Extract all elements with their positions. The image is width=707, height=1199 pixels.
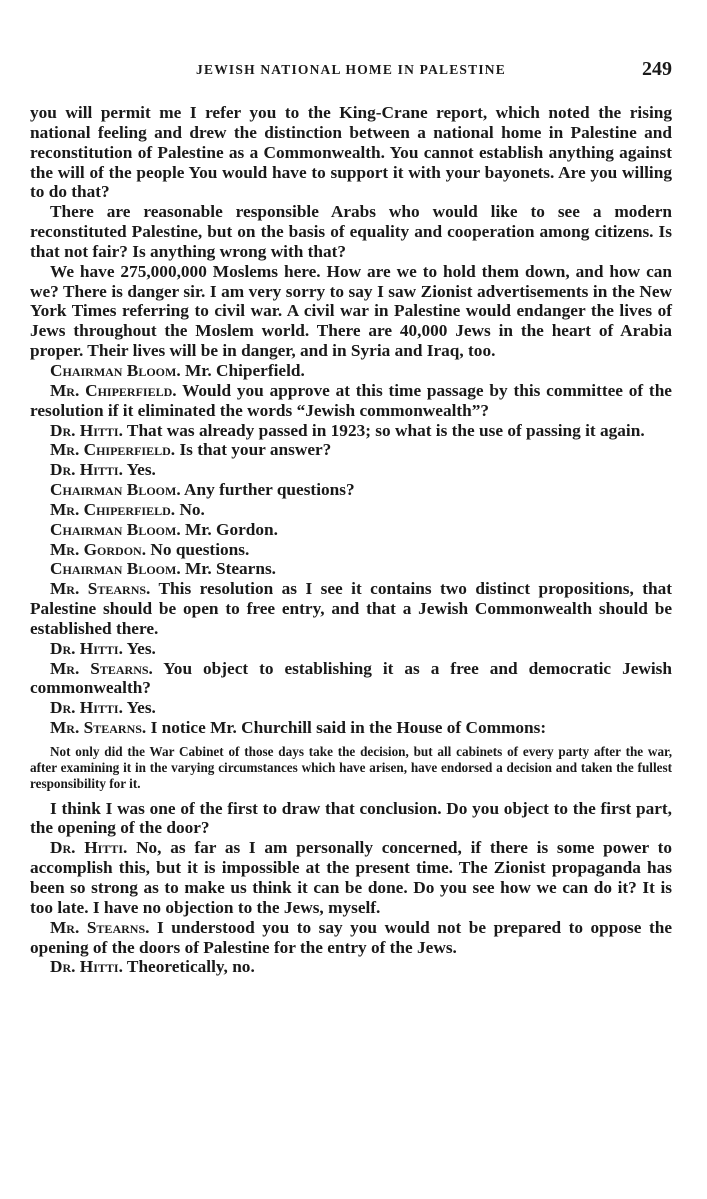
block-quote: Not only did the War Cabinet of those days take the decision, but all cabinets of every party after the war, after examining it in the varying circumstances which have arisen, have endorsed a decision and taken the fullest responsibility for it. [30, 744, 672, 792]
dialogue-line [30, 480, 672, 500]
dialogue-line [30, 918, 672, 958]
speaker: Dr. Hitti. [50, 460, 123, 480]
paragraph-text: you will permit me I refer you to the King-Crane report, which noted the rising national feeling and drew the distinction between a national home in Palestine and reconstitution of Palestine as a Commonwealth. You cannot establish anything against the will of the people You would have to support it with your bayonets. Are you willing to do that? [30, 103, 672, 202]
speaker: Dr. Hitti. [50, 957, 123, 977]
dialogue-line [30, 957, 672, 977]
dialogue-line [30, 559, 672, 579]
page-body [30, 103, 672, 977]
line-text: Yes. [126, 638, 156, 658]
paragraph-text: I think I was one of the first to draw that conclusion. Do you object to the first part, the opening of the door? [30, 798, 672, 838]
line-text: Would you approve at this time passage by this committee of the resolution if it eliminated the words “Jewish commonwealth”? [30, 380, 672, 420]
page-header [30, 58, 672, 84]
dialogue-line [30, 718, 672, 738]
speaker: Mr. Chiperfield. [50, 380, 177, 400]
speaker: Mr. Stearns. [50, 579, 151, 599]
line-text: Is that your answer? [179, 440, 332, 460]
speaker: Mr. Chiperfield. [50, 499, 176, 519]
line-text: I understood you to say you would not be prepared to oppose the opening of the doors of Palestine for the entry of the Jews. [30, 917, 672, 957]
speaker: Dr. Hitti. [50, 698, 123, 718]
paragraph-text: We have 275,000,000 Moslems here. How are we to hold them down, and how can we? There is danger sir. I am very sorry to say I saw Zionist advertisements in the New York Times referring to civil war. A civil war in Palestine would endanger the lives of Jews throughout the Moslem world. There are 40,000 Jews in the heart of Arabia proper. Their lives will be in danger, and in Syria and Iraq, too. [30, 261, 672, 361]
speaker: Dr. Hitti. [50, 838, 128, 858]
dialogue-line [30, 361, 672, 381]
speaker: Mr. Gordon. [50, 539, 147, 559]
paragraph [30, 799, 672, 839]
line-text: That was already passed in 1923; so what is the use of passing it again. [126, 420, 645, 440]
dialogue-line [30, 460, 672, 480]
line-text: Mr. Stearns. [184, 559, 277, 579]
speaker: Mr. Chiperfield. [50, 440, 176, 460]
paragraph-text: There are reasonable responsible Arabs who would like to see a modern reconstituted Palestine, but on the basis of equality and cooperation among citizens. Is that not fair? Is anything wrong with that? [30, 202, 672, 261]
speaker: Mr. Stearns. [50, 718, 147, 738]
dialogue-line [30, 440, 672, 460]
line-text: Theoretically, no. [126, 957, 255, 977]
running-head: JEWISH NATIONAL HOME IN PALESTINE [196, 62, 506, 77]
speaker: Dr. Hitti. [50, 638, 123, 658]
line-text: Yes. [126, 698, 156, 718]
speaker: Chairman Bloom. [50, 360, 181, 380]
dialogue-line [30, 838, 672, 917]
speaker: Dr. Hitti. [50, 420, 123, 440]
line-text: Any further questions? [184, 480, 355, 500]
speaker: Mr. Stearns. [50, 658, 153, 678]
line-text: Mr. Chiperfield. [184, 360, 305, 380]
dialogue-line [30, 381, 672, 421]
line-text: Mr. Gordon. [184, 519, 278, 539]
page-number: 249 [642, 58, 672, 80]
dialogue-line [30, 659, 672, 699]
dialogue-line [30, 520, 672, 540]
paragraph [30, 103, 672, 202]
paragraph [30, 262, 672, 361]
dialogue-line [30, 579, 672, 639]
line-text: No, as far as I am personally concerned, if there is some power to accomplish this, but it is impossible at the present time. The Zionist propaganda has been so strong as to make us think it can be done. Do you see how we can do it? It is too late. I have no objection to the Jews, myself. [30, 838, 672, 917]
line-text: No. [179, 499, 205, 519]
speaker: Mr. Stearns. [50, 917, 150, 937]
line-text: Yes. [126, 460, 156, 480]
speaker: Chairman Bloom. [50, 480, 181, 500]
line-text: You object to establishing it as a free and democratic Jewish commonwealth? [30, 658, 672, 698]
line-text: This resolution as I see it contains two distinct propositions, that Palestine should be open to free entry, and that a Jewish Commonwealth should be established there. [30, 579, 672, 638]
speaker: Chairman Bloom. [50, 519, 181, 539]
dialogue-line [30, 500, 672, 520]
paragraph [30, 202, 672, 262]
dialogue-line [30, 421, 672, 441]
dialogue-line [30, 540, 672, 560]
speaker: Chairman Bloom. [50, 559, 181, 579]
line-text: I notice Mr. Churchill said in the House of Commons: [150, 718, 547, 738]
dialogue-line [30, 698, 672, 718]
dialogue-line [30, 639, 672, 659]
line-text: No questions. [150, 539, 250, 559]
